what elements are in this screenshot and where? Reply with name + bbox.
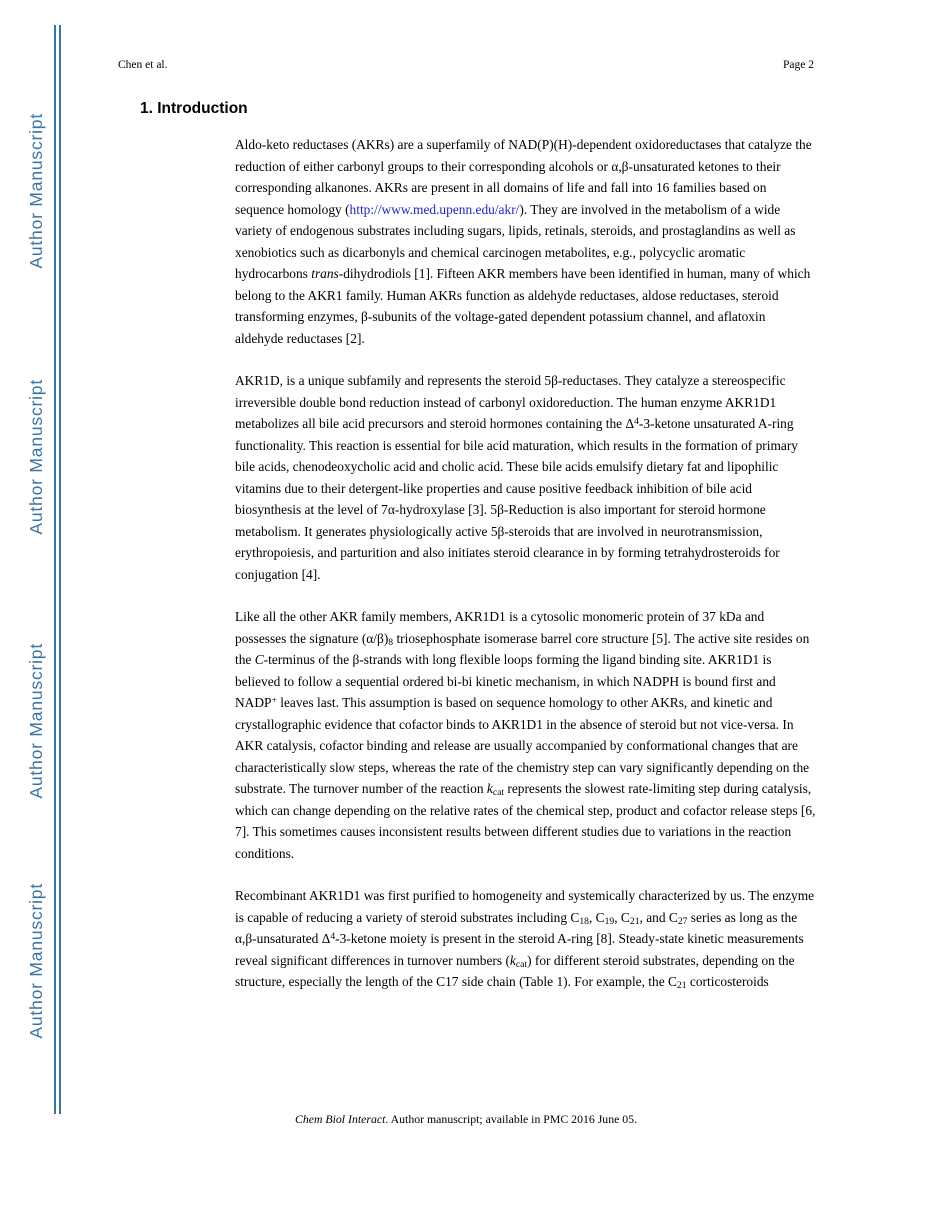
- body-text: [235, 134, 817, 1014]
- running-head-authors: Chen et al.: [118, 59, 168, 71]
- watermark-author-manuscript: Author Manuscript: [26, 113, 46, 269]
- footer-citation: Chem Biol Interact. Author manuscript; available in PMC 2016 June 05.: [294, 1112, 638, 1126]
- watermark-author-manuscript: Author Manuscript: [26, 883, 46, 1039]
- paragraph-2: AKR1D, is a unique subfamily and represents the steroid 5β-reductases. They catalyze a stereospecific irreversible double bond reduction instead of carbonyl oxidoreduction. The human enzyme AKR1D1 metabolizes all bile acid precursors and steroid hormones containing the $\Delta^4-3$-ketone unsaturated A-ring functionality. This reaction is essential for bile acid maturation, which results in the formation of primary bile acids, chenodeoxycholic acid and cholic acid. These bile acids emulsify dietary fat and lipophilic vitamins due to their detergent-like properties and cause positive feedback inhibition of bile acid biosynthesis at the level of 7α-hydroxylase [3]. 5β-Reduction is also important for steroid hormone metabolism. It generates physiologically active 5β-steroids that are involved in neurotransmission, erythropoiesis, and parturition and also initiates steroid clearance in by forming tetrahydrosteroids for conjugation [4].: [235, 373, 799, 582]
- section-heading: 1. Introduction: [140, 100, 248, 117]
- watermark-rule-left: [54, 25, 56, 1114]
- running-header: [118, 59, 814, 71]
- paragraph-1: Aldo-keto reductases (AKRs) are a superfamily of NAD(P)(H)-dependent oxidoreductases that catalyze the reduction of either carbonyl groups to their corresponding alcohols or α,β-unsaturated ketones to their corresponding alkanones. AKRs are present in all domains of life and fall into 16 families based on sequence homology (http://www.med.upenn.edu/akr/). They are involved in the metabolism of a wide variety of endogenous substrates including sugars, lipids, retinals, steroids, and prostaglandins as well as xenobiotics such as dicarbonyls and chemical carcinogen metabolites, e.g., polycyclic aromatic hydrocarbons trans-dihydrodiols [1]. Fifteen AKR members have been identified in human, many of which belong to the AKR1 family. Human AKRs function as aldehyde reductases, aldose reductases, steroid transforming enzymes, β-subunits of the voltage-gated dependent potassium channel, and aflatoxin aldehyde reductases [2].: [235, 137, 812, 346]
- paragraph-4: Recombinant AKR1D1 was first purified to homogeneity and systemically characterized by us. The enzyme is capable of reducing a variety of steroid substrates including $C_{18}$, $C_{19}$, $C_{21}$, and $C_{27}$ series as long as the α,β-unsaturated $\Delta^4-3$-ketone moiety is present in the steroid A-ring [8]. Steady-state kinetic measurements reveal significant differences in turnover numbers $(k_{cat})$ for different steroid substrates, depending on the structure, especially the length of the C17 side chain (Table 1). For example, the $C_{21}$ corticosteroids: [235, 888, 815, 992]
- watermark-author-manuscript: Author Manuscript: [26, 379, 46, 535]
- page-number: Page 2: [783, 59, 814, 71]
- watermark-author-manuscript: Author Manuscript: [26, 643, 46, 799]
- paragraph-3: Like all the other AKR family members, AKR1D1 is a cytosolic monomeric protein of 37 kDa and possesses the signature $(\alpha/\beta)_8$ triosephosphate isomerase barrel core structure [5]. The active site resides on the C-terminus of the β-strands with long flexible loops forming the ligand binding site. AKR1D1 is believed to follow a sequential ordered bi-bi kinetic mechanism, in which NADPH is bound first and NADP+ leaves last. This assumption is based on sequence homology to other AKRs, and kinetic and crystallographic evidence that cofactor binds to AKR1D1 in the absence of steroid but not vice-versa. In AKR catalysis, cofactor binding and release are usually accompanied by conformational changes that are characteristically slow steps, whereas the rate of the chemistry step can vary significantly depending on the substrate. The turnover number of the reaction $k_{cat}$ represents the slowest rate-limiting step during catalysis, which can change depending on the relative rates of the chemical step, product and cofactor release steps [6, 7]. This sometimes causes inconsistent results between different studies due to variations in the reaction conditions.: [235, 609, 816, 861]
- akr-url-link[interactable]: http://www.med.upenn.edu/akr/: [349, 201, 520, 217]
- watermark-rule-right: [59, 25, 61, 1114]
